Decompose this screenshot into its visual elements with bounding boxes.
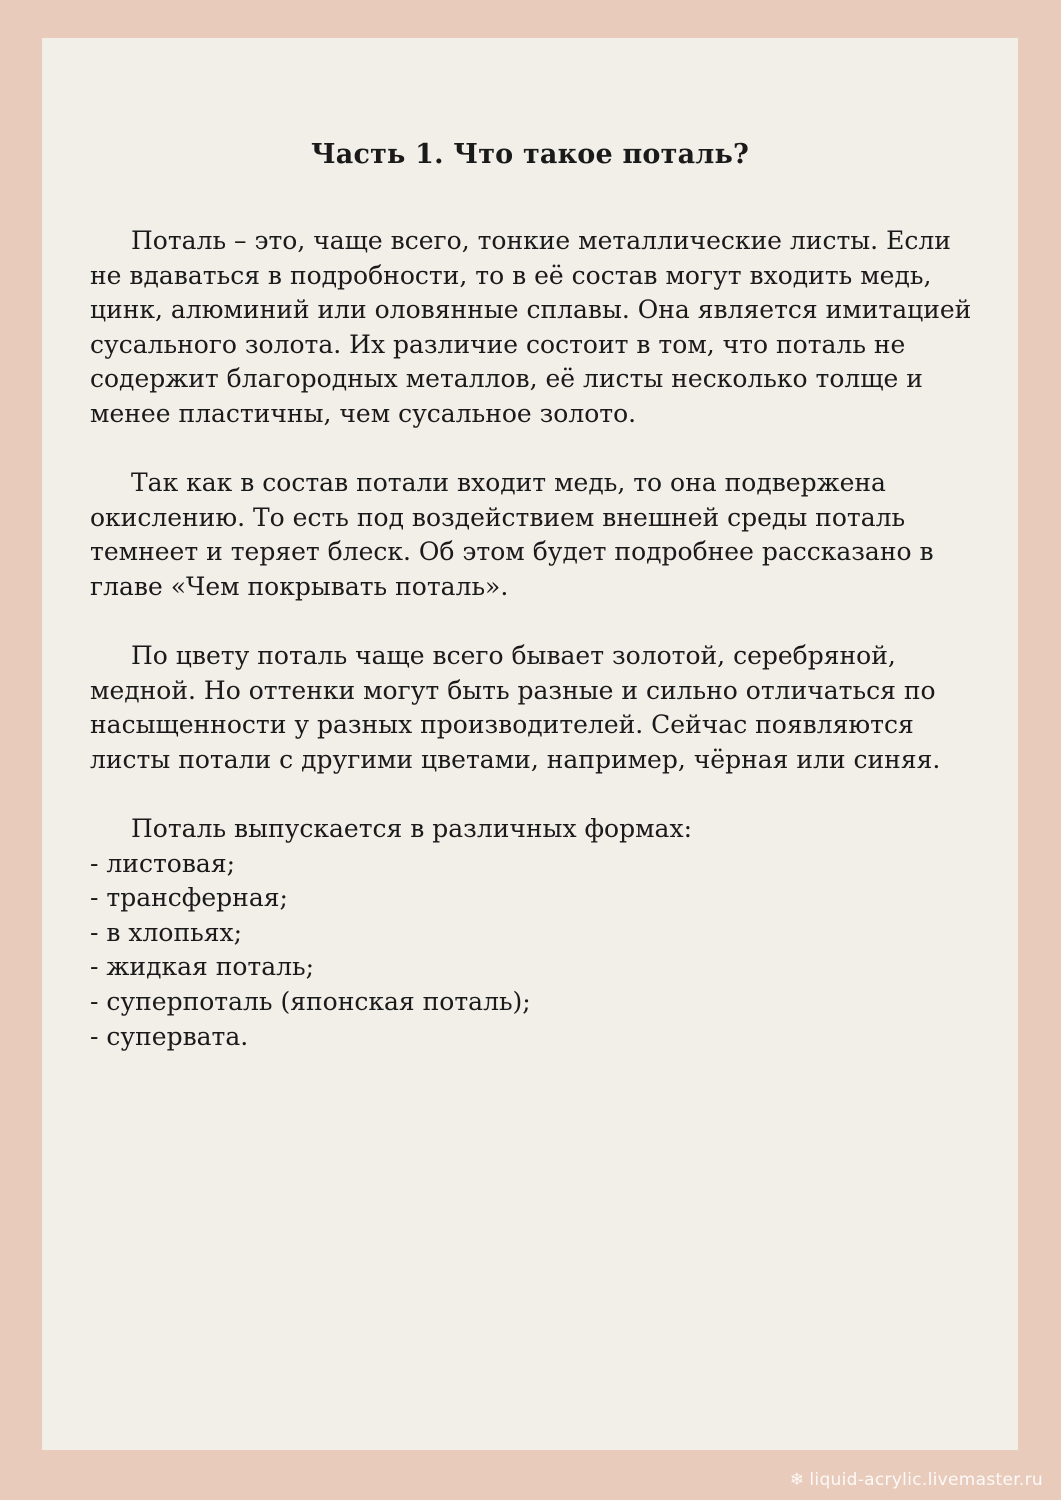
- paragraph-gap: [90, 432, 980, 467]
- list-item-text: трансферная;: [106, 883, 288, 913]
- page-title: Часть 1. Что такое поталь?: [310, 139, 750, 170]
- list-item-text: суперпоталь (японская поталь);: [106, 987, 531, 1017]
- list-item: [90, 985, 980, 1020]
- paragraph-1: Поталь – это, чаще всего, тонкие металлические листы. Если не вдаваться в подробности, то в её состав могут входить медь, цинк, алюминий или оловянные сплавы. Она является имитацией сусального золота. Их различие состоит в том, что поталь не содержит благородных металлов, её листы несколько толще и менее пластичны, чем сусальное золото.: [90, 226, 972, 428]
- paragraph-gap: [90, 778, 980, 813]
- list-item: [90, 950, 980, 985]
- forms-list: [90, 847, 980, 1055]
- body-text: [90, 224, 980, 1054]
- list-item: [90, 1020, 980, 1055]
- list-item: [90, 881, 980, 916]
- paragraph-3: По цвету поталь чаще всего бывает золотой, серебряной, медной. Но оттенки могут быть разные и сильно отличаться по насыщенности у разных производителей. Сейчас появляются листы потали с другими цветами, например, чёрная или синяя.: [90, 641, 941, 774]
- list-item-text: в хлопьях;: [106, 917, 243, 947]
- watermark: [790, 1470, 1043, 1490]
- snowflake-icon: ❄: [789, 1469, 805, 1490]
- paragraph-2: Так как в состав потали входит медь, то она подвержена окислению. То есть под воздействием внешней среды поталь темнеет и теряет блеск. Об этом будет подробнее рассказано в главе «Чем покрывать поталь».: [90, 468, 934, 601]
- list-item-text: листовая;: [106, 848, 236, 878]
- list-item: [90, 847, 980, 882]
- watermark-text: liquid-acrylic.livemaster.ru: [809, 1470, 1043, 1490]
- document-page: [42, 38, 1018, 1450]
- paragraph-4: Поталь выпускается в различных формах:: [131, 814, 692, 844]
- paragraph-gap: [90, 605, 980, 640]
- list-item: [90, 916, 980, 951]
- list-item-text: жидкая поталь;: [106, 952, 315, 982]
- list-item-text: супервата.: [106, 1021, 249, 1051]
